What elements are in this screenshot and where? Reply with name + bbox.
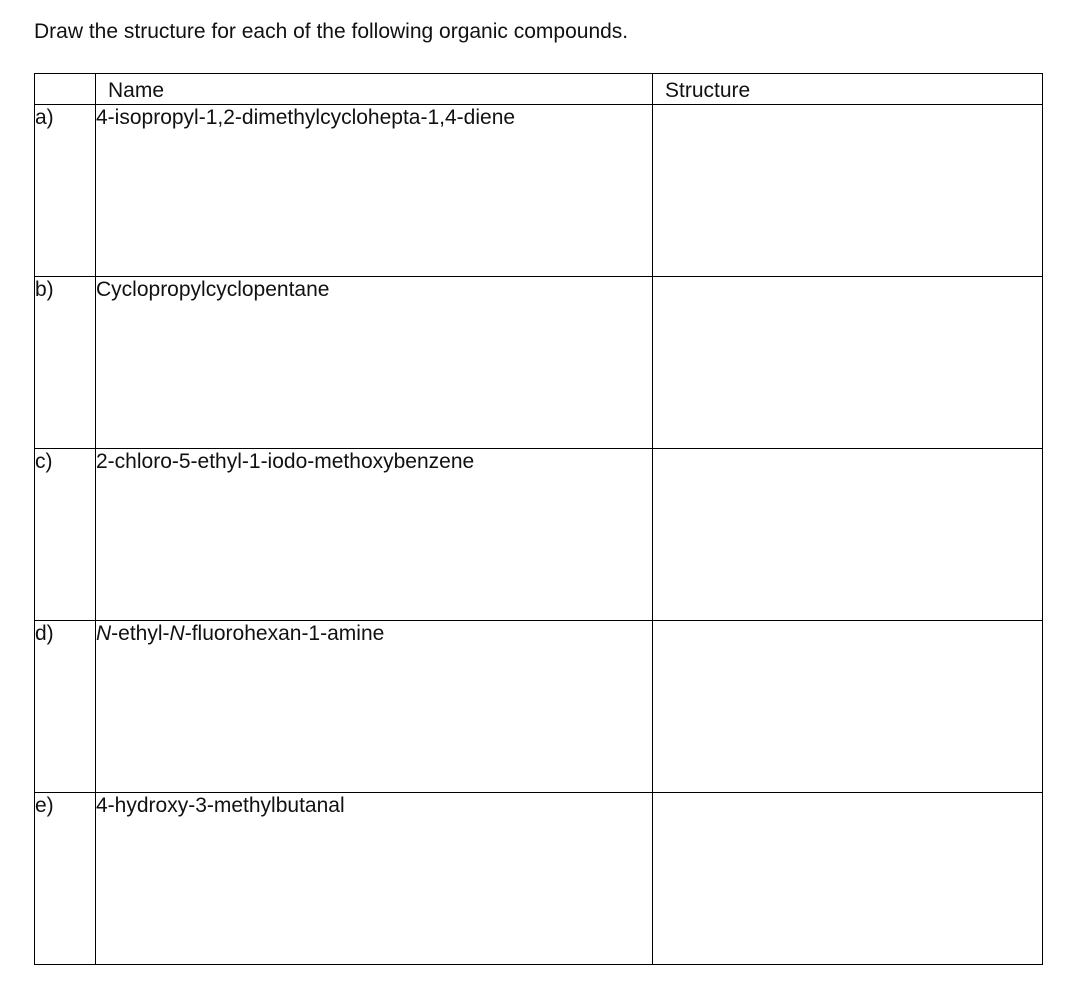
header-structure: Structure — [653, 74, 1043, 105]
compound-name: Cyclopropylcyclopentane — [96, 277, 653, 449]
table-row — [35, 621, 1043, 793]
row-label: e) — [35, 793, 96, 965]
row-label: b) — [35, 277, 96, 449]
compound-table — [34, 73, 1043, 965]
header-name: Name — [96, 74, 653, 105]
row-label: c) — [35, 449, 96, 621]
structure-cell[interactable] — [653, 277, 1043, 449]
name-part-italic: N — [96, 622, 112, 645]
compound-name: 2-chloro-5-ethyl-1-iodo-methoxybenzene — [96, 449, 653, 621]
header-label-cell — [35, 74, 96, 105]
name-part: -fluorohexan-1-amine — [184, 622, 385, 645]
row-label: d) — [35, 621, 96, 793]
structure-cell[interactable] — [653, 105, 1043, 277]
compound-name — [96, 621, 653, 793]
name-part-italic: N — [169, 622, 185, 645]
name-part: -ethyl- — [111, 622, 170, 645]
structure-cell[interactable] — [653, 449, 1043, 621]
table-row — [35, 277, 1043, 449]
compound-name: 4-hydroxy-3-methylbutanal — [96, 793, 653, 965]
structure-cell[interactable] — [653, 621, 1043, 793]
compound-name: 4-isopropyl-1,2-dimethylcyclohepta-1,4-diene — [96, 105, 653, 277]
structure-cell[interactable] — [653, 793, 1043, 965]
table-row — [35, 793, 1043, 965]
instruction-text: Draw the structure for each of the following organic compounds. — [34, 20, 629, 43]
row-label: a) — [35, 105, 96, 277]
table-row — [35, 105, 1043, 277]
table-row — [35, 449, 1043, 621]
table-header-row — [35, 74, 1043, 105]
